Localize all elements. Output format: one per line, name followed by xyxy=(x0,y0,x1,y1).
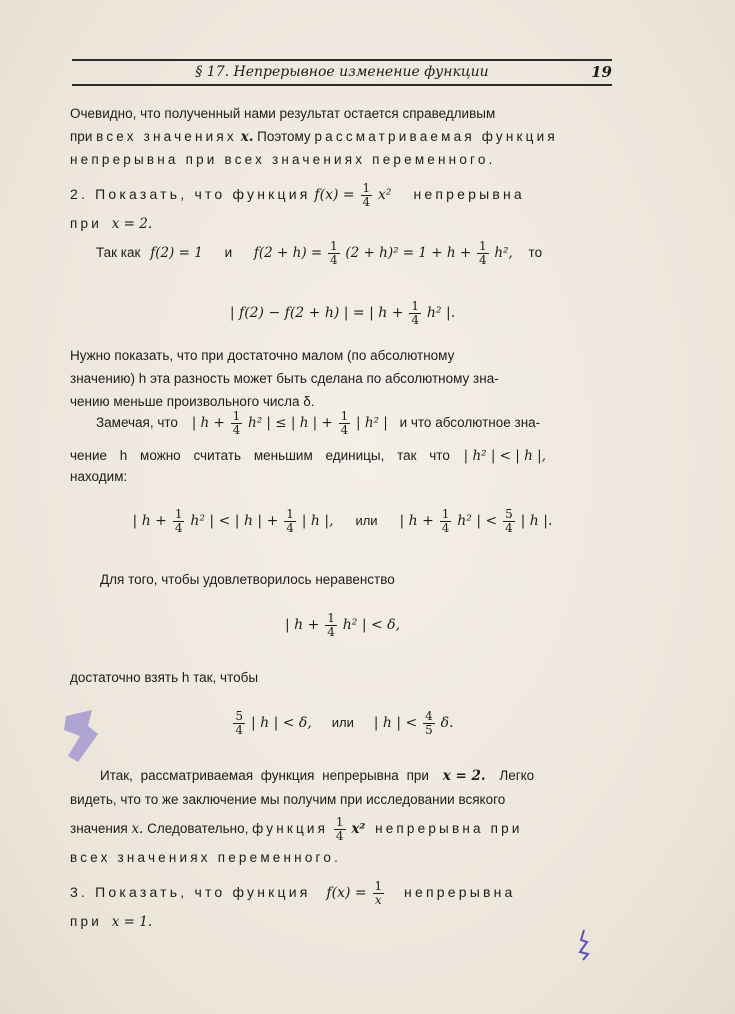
paragraph-3-line-3: находим: xyxy=(70,469,128,484)
paragraph-6-line-1: Итак, рассматриваемая функция непрерывна при x = 2. Легко xyxy=(100,768,535,784)
header-title: § 17. Непрерывное изменение функции xyxy=(195,64,489,80)
paragraph-2 xyxy=(70,346,615,415)
page-number: 19 xyxy=(591,63,612,81)
text-line: при всех значениях x. Поэтому рассматриваемая функция xyxy=(70,129,558,145)
example-3-point: при x = 1. xyxy=(70,914,153,930)
text-line: Очевидно, что полученный нами результат остается справедливым xyxy=(70,106,496,121)
since-line: Так как f(2) = 1 и f(2 + h) = $\frac{1}{4}$ (2 + h)² = 1 + h + $\frac{1}{4}$ h², то xyxy=(96,239,543,267)
text-line: Нужно показать, что при достаточно малом (по абсолютному xyxy=(70,348,455,363)
paragraph-3-line-1: Замечая, что | h + $\frac{1}{4}$ h² | ≤ | h | + $\frac{1}{4}$ | h² | и что абсолютное зна- xyxy=(96,409,541,437)
fraction: $\frac{1}{4}$ xyxy=(362,181,371,209)
example-3-statement: 3. Показать, что функция f(x) = $\frac{1}{x}$ непрерывна xyxy=(70,879,516,907)
paragraph-1 xyxy=(70,104,615,173)
equation-3: | h + $\frac{1}{4}$ h² | < δ, xyxy=(284,611,401,639)
equation-1: | f(2) − f(2 + h) | = | h + $\frac{1}{4}$ h² |. xyxy=(229,299,456,327)
example-2-point: при x = 2. xyxy=(70,216,153,232)
paragraph-6-line-2: видеть, что то же заключение мы получим при исследовании всякого xyxy=(70,792,506,807)
ink-stamp-mark xyxy=(58,706,106,768)
text-line: непрерывна при всех значениях переменного. xyxy=(70,152,496,167)
paragraph-5: достаточно взять h так, чтобы xyxy=(70,670,259,685)
paragraph-6-line-3: значения x. Следовательно, функция $\frac{1}{4}$ x² непрерывна при xyxy=(70,815,523,843)
paragraph-6-line-4: всех значениях переменного. xyxy=(70,850,342,865)
text-line: значению) h эта разность может быть сделана по абсолютному зна- xyxy=(70,371,499,386)
paragraph-4: Для того, чтобы удовлетворилось неравенство xyxy=(100,572,395,587)
pencil-mark xyxy=(575,928,593,962)
text-line: чению меньше произвольного числа δ. xyxy=(70,394,315,409)
equation-2: | h + $\frac{1}{4}$ h² | < | h | + $\frac{1}{4}$ | h |, или | h + $\frac{1}{4}$ h² | < $\frac{5}{4}$ | h |. xyxy=(132,507,553,535)
paragraph-3-line-2: чение h можно считать меньшим единицы, так что | h² | < | h |, xyxy=(70,448,546,464)
example-2-statement: 2. Показать, что функция f(x) = $\frac{1}{4}$ x² непрерывна xyxy=(70,181,525,209)
equation-4: $\frac{5}{4}$ | h | < δ, или | h | < $\frac{4}{5}$ δ. xyxy=(235,709,454,737)
